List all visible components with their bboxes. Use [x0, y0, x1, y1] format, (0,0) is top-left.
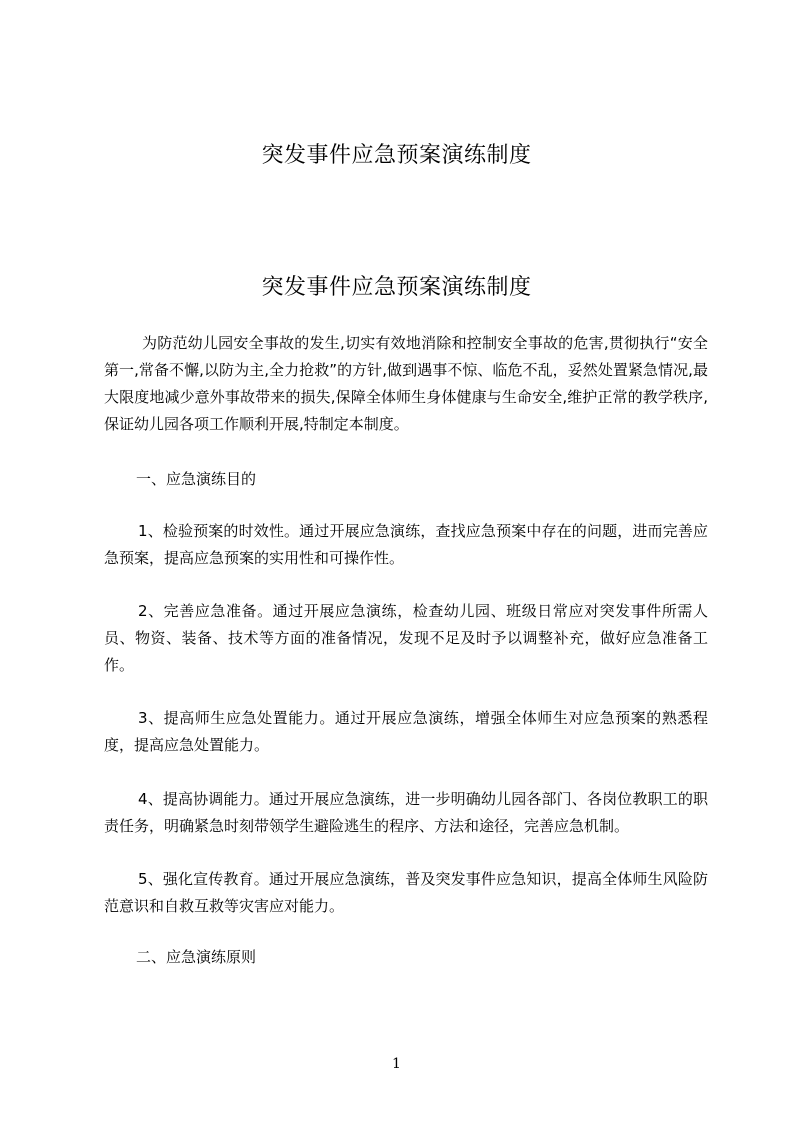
intro-text: 为防范幼儿园安全事故的发生,切实有效地消除和控制安全事故的危害,贯彻执行“安全第一,常备不懈,以防为主,全力抢救”的方针,做到遇事不惊、临危不乱，妥然处置紧急情况,最大限度地减少意外事故带来的损失,保障全体师生身体健康与生命安全,维护正常的教学秩序,保证幼儿园各项工作顺利开展,特制定本制度。	[104, 334, 708, 433]
page-number: 1	[392, 1056, 401, 1072]
list-item: 3、提高师生应急处置能力。通过开展应急演练，增强全体师生对应急预案的熟悉程度，提高应急处置能力。	[104, 709, 708, 754]
intro-paragraph	[104, 330, 708, 438]
section-heading-principles: 二、应急演练原则	[136, 948, 257, 966]
main-title: 突发事件应急预案演练制度	[261, 275, 532, 300]
header-title: 突发事件应急预案演练制度	[261, 143, 532, 168]
list-item: 5、强化宣传教育。通过开展应急演练，普及突发事件应急知识，提高全体师生风险防范意识和自救互救等灾害应对能力。	[104, 870, 708, 915]
list-item: 4、提高协调能力。通过开展应急演练，进一步明确幼儿园各部门、各岗位教职工的职责任务，明确紧急时刻带领学生避险逃生的程序、方法和途径，完善应急机制。	[104, 790, 708, 835]
list-item: 1、检验预案的时效性。通过开展应急演练，查找应急预案中存在的问题，进而完善应急预案，提高应急预案的实用性和可操作性。	[104, 522, 708, 567]
section-heading-purpose: 一、应急演练目的	[136, 470, 257, 488]
list-item: 2、完善应急准备。通过开展应急演练，检查幼儿园、班级日常应对突发事件所需人员、物资、装备、技术等方面的准备情况，发现不足及时予以调整补充，做好应急准备工作。	[104, 602, 708, 674]
